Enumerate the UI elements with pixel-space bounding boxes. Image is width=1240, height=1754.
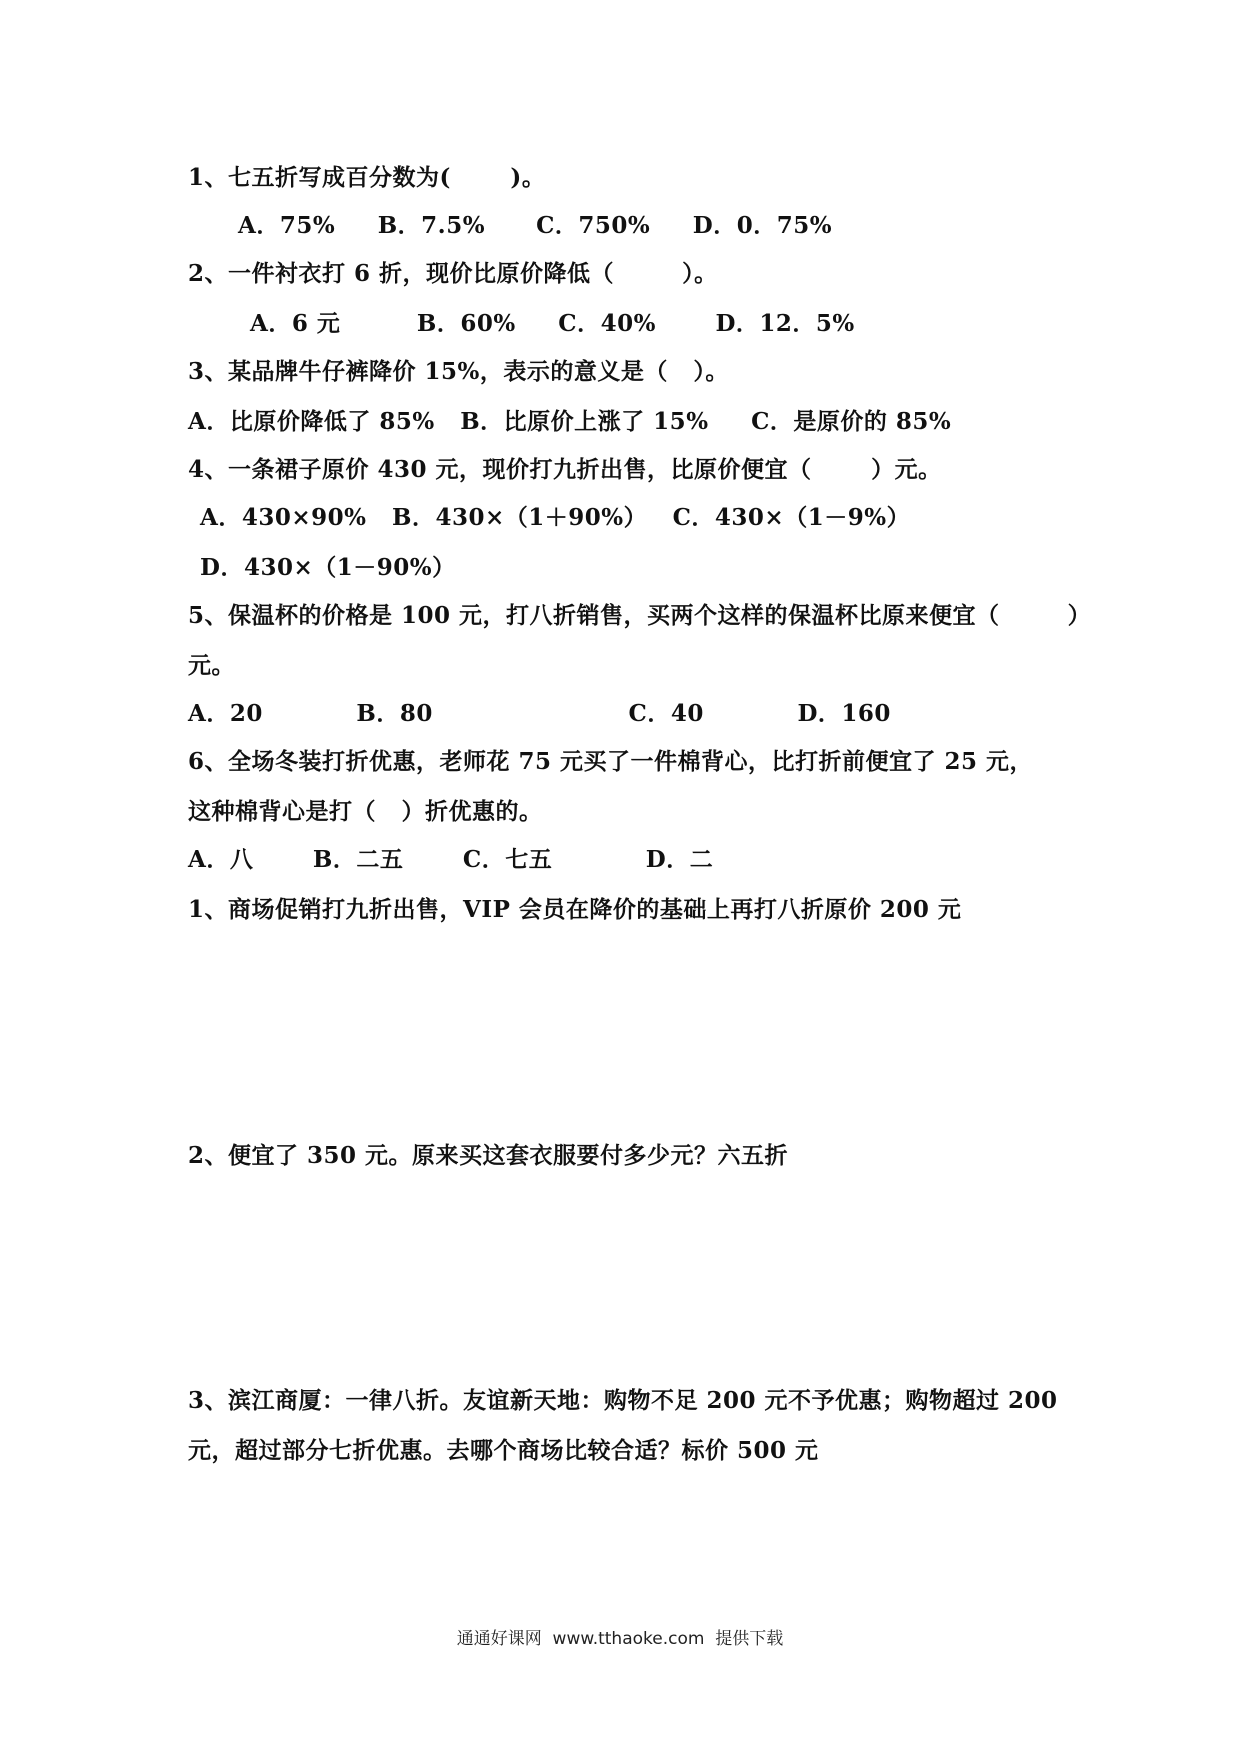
q5-stem-line2: 元。 [188,652,235,679]
q6-stem-line1: 6、全场冬装打折优惠，老师花 75 元买了一件棉背心，比打折前便宜了 25 元， [188,748,1034,775]
word-problem-3-line1: 3、滨江商厦：一律八折。友谊新天地：购物不足 200 元不予优惠；购物超过 200 [188,1387,1058,1414]
q2-options: A．6 元 B．60% C．40% D．12．5% [250,310,855,337]
word-problem-3-line2: 元，超过部分七折优惠。去哪个商场比较合适？标价 500 元 [188,1437,819,1464]
q1-options: A．75% B．7.5% C．750% D．0．75% [238,212,833,239]
q1-stem: 1、七五折写成百分数为( )。 [188,164,546,191]
q5-stem-line1: 5、保温杯的价格是 100 元，打八折销售，买两个这样的保温杯比原来便宜（ ） [188,602,1092,629]
q4-options-line1: A．430×90% B．430×（1＋90%） C．430×（1－9%） [200,504,911,531]
q4-stem: 4、一条裙子原价 430 元，现价打九折出售，比原价便宜（ ）元。 [188,456,942,483]
q5-options: A．20 B．80 C．40 D．160 [188,700,891,727]
q3-options: A．比原价降低了 85% B．比原价上涨了 15% C．是原价的 85% [188,408,952,435]
q6-stem-line2: 这种棉背心是打（ ）折优惠的。 [188,798,543,825]
word-problem-1: 1、商场促销打九折出售，VIP 会员在降价的基础上再打八折原价 200 元 [188,896,962,923]
page-footer: 通通好课网 www.tthaoke.com 提供下载 [456,1629,784,1649]
q2-stem: 2、一件衬衣打 6 折，现价比原价降低（ ）。 [188,260,718,287]
q4-options-line2: D．430×（1－90%） [200,554,456,581]
q3-stem: 3、某品牌牛仔裤降价 15%，表示的意义是（ ）。 [188,358,729,385]
q6-options: A．八 B．二五 C．七五 D．二 [188,846,714,873]
word-problem-2: 2、便宜了 350 元。原来买这套衣服要付多少元？六五折 [188,1142,789,1169]
